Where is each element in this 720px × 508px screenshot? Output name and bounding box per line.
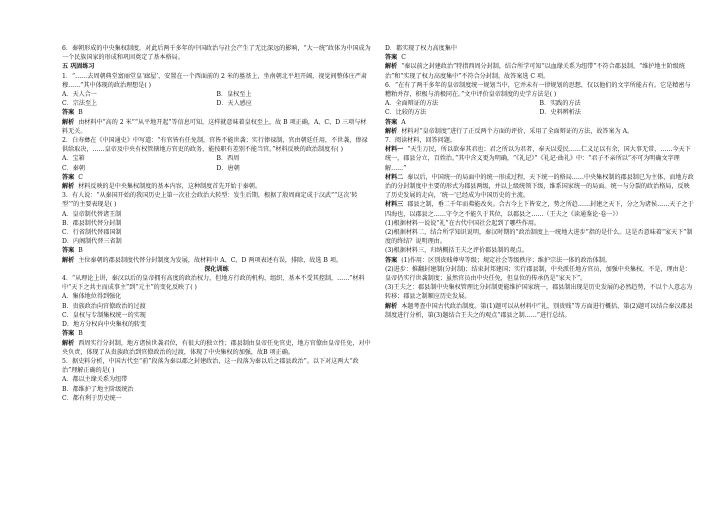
q6r-answer [385,118,694,127]
q7-answer-label [385,256,694,265]
explanation-text: 材料反映的是中央集权制度的基本内容，这种制度首先开始于秦朝。 [78,183,261,191]
answer-label: 答案 [385,256,398,264]
answer-2: (2)进步：推翻封建制(分封制)；结束封邦建国；实行郡县制，中央派任地方官员，加强中央集权。不是，理由是：皇帝仍实行世袭制度；虽然官员由中央任免，但皇位的传承仍是“家天下”。 [385,265,691,283]
right-column [385,44,694,500]
answer-label: 答案 [62,173,75,181]
explanation-label: 解析 [385,63,398,71]
q3-option-a: A．皇帝制代替诸王制 [62,210,122,218]
explanation-text: 由材料中“高的 2 米”“从平地开起”等信息可知，这样就意味着皇权至上，故 B 项正确，A、C、D 三项与材料无关。 [62,118,367,135]
material-1 [385,145,694,173]
explanation-label: 解析 [62,183,75,191]
answer-value: B [78,330,83,338]
q2-options [62,154,371,172]
q2-explanation [62,182,371,191]
explanation-label: 解析 [385,302,398,310]
q1-option-a: A．天人合一 [62,91,97,99]
q6r-option-c: C．比较的方法 [385,109,427,117]
answer-label: 答案 [385,54,398,62]
answer-label: 答案 [62,247,75,255]
explanation-text: “秦以前之封建政治”特指西周分封制，结合所学可知“以血缘关系为纽带”不符合郡县制，“维护地主阶级统治”和“实现了权力高度集中”不符合分封制，故答案选 C 项。 [385,63,685,80]
q4-option-d: D．地方分权向中央集权的转变 [62,321,147,329]
deep-training-title: 深化训练 [204,265,229,273]
explanation-text: 主位秦朝的郡县制度代替分封制度为发展，故材料中 A、C、D 两项表述有误，排除，故选 B 项。 [78,256,343,264]
answer-value: C [78,173,83,181]
q3-stem: 3．有人说：“从秦国开始的我国历史上第一次社会政治大转型：发生后期，根据了殷周商定成于汉武”“这次‘转型’”的主要表现是( ) [62,192,358,209]
q6-stem: 6．秦朝形成的中央集权制度，对此后两千多年的中国政治与社会产生了无比深远的影响，“大一统”政体为中国成为一个民族国家的形成和巩固奠定了基本格局。 [62,45,371,62]
section-title: 五 巩固练习 [62,63,95,71]
q1-answer [62,108,371,117]
q1-option-d: D．天人感应 [216,100,252,108]
q3-option-c: C．行省制代替郡国制 [62,229,122,237]
explanation-label: 解析 [385,127,398,135]
answer-value: A [401,118,406,126]
q6r-option-d: D．史料辨析法 [539,109,581,117]
q4-option-b: B．贵族政治向官僚政治的过渡 [62,302,146,310]
explanation-text: 材料对“皇帝制度”进行了正反两个方面的评价，采用了全面辩证的方法，故答案为 A。 [401,127,634,135]
q4-option-c: C．皇权与专制集权统一的实现 [62,311,146,319]
material-text: 秦以后，中国统一的局面中的统一形成过程，天下统一的格局……中央集权制的郡县制已为主体，而地方政治的分封制度中主要的形式为郡县两级，并以上级统领下级，维系国家统一的局面。统一与分裂的政治格局，反映了历史发展的走向，‘统一’已经成为中国历史的主流。 [385,173,694,200]
q6r-option-b: B．实践的方法 [539,100,581,108]
q6r-explanation [385,127,694,136]
q2-option-a: A．宝箱 [62,155,85,163]
q6r-stem: 6．“在有了两千多年的皇帝制度统一规划当中，它并未有一律规划的思想，仅以他们的文字所能占有。它是精密与糟粕并存，积极与消极同在。”文中评价皇帝制度的史学方法是( ) [385,81,691,99]
q7-stem: 7．阅读材料，回答问题。 [385,137,456,145]
q3-answer [62,246,371,255]
q5-option-b: B．都维护了地主阶级统治 [62,385,134,393]
q2-option-c: C．秦朝 [62,164,85,172]
sub-question-1: (1)根据材料一说说“礼”在古代中国社会起到了哪些作用。 [385,219,541,227]
q1-options [62,90,371,108]
q6r-options [385,99,694,117]
answer-label: 答案 [62,330,75,338]
answer-value: C [401,54,406,62]
answer-value: B [78,109,83,117]
q3-option-d: D．内阁制代替三省制 [62,238,122,246]
answer-value: B [78,247,83,255]
q5-option-a: A．都以主缘关系为纽带 [62,376,128,384]
q3-option-b: B．郡县制代替分封制 [62,219,122,227]
q2-option-b: B．西周 [216,155,240,163]
q1-explanation [62,118,371,136]
sub-question-3: (3)根据材料三，归纳概括王夫之评价郡县制的观点。 [385,247,528,255]
q1-option-c: C．宗法至上 [62,100,98,108]
answer-label: 答案 [385,118,398,126]
material-label: 材料一 [385,146,404,154]
left-column [62,44,371,500]
q2-answer [62,173,371,182]
material-3 [385,200,694,218]
explanation-label: 解析 [62,256,75,264]
q2-option-d: D．唐朝 [216,164,240,172]
q7-explanation [385,302,694,320]
material-label: 材料三 [385,201,404,209]
explanation-text: 本题考查中国古代政治制度。第(1)题可以从材料中“礼，别贵贱”等方面进行概括，第(2)题可以结合秦汉郡县制度进行分析，第(3)题结合王夫之的观点“郡县之制……”进行总结。 [385,302,693,319]
q2-stem: 2．白寿彝在《中国通史》中写道：“有官皆有任免制，官皆不能世袭；实行俸禄制，官由朝廷任用，不世袭，俸禄供给取决，……皇帝及中央有权管辖地方官吏的政务，能按职有差别不能当官。”材料反映的政治制度有( ) [62,137,368,154]
q1-option-b: B．皇权至上 [216,91,252,99]
q5-answer [385,53,694,62]
answer-label: 答案 [62,109,75,117]
q5-explanation [385,62,694,80]
material-label: 材料二 [385,173,404,181]
q4-option-a: A．集体地位得到强化 [62,293,122,301]
answer-1: (1)作用：区别贵贱尊卑等级；规定社会等级秩序；维护宗法一体的政治体制。 [401,256,611,264]
q1-stem: 1．“……去周朝典堂富丽堂皇‘廊屋’，安置在一个西面前的 2 米的墓基上，坐南朝北平坦开阔，视觉间整体庄严肃穆……”其中体现的政治理想是( ) [62,72,368,89]
q3-explanation [62,256,371,265]
q4-explanation [62,339,371,357]
q5-stem: 5．据史料分析，中国古代至“前”段落为秦以郡之封建政治，这一段落为秦以后之郡县政治”。以下对这两大“政治”理解正确的是( ) [62,357,359,375]
explanation-label: 解析 [62,118,75,126]
q4-answer [62,329,371,338]
material-2 [385,173,694,201]
sub-question-2: (2)根据材料二，结合所学知识说明，秦汉时期的“政治制度上一统地大进步”指的是什么。这是否意味着“家天下”制度的终结？说明理由。 [385,229,693,246]
q5-option-d: D．都实现了权力高度集中 [385,45,457,52]
material-text: 郡县之制，垂二千年而弗能改矣。合古今上下皆安之，势之所趋……封建之天下，分之为诸侯……天子之于四海也，以郡县之……守令之不能久于其位，以郡县之……（王夫之《读通鉴论·卷一》） [385,201,694,218]
explanation-text: 西周实行分封制，地方诸侯世袭君位，有很大的独立性；郡县制由皇帝任免官吏，地方官僚由皇帝任免，对中央负责，体现了从贵族政治到官僚政治的过渡，体现了中央集权的加强，故B 项正确。 [62,339,371,356]
q6r-option-a: A．全面辩证的方法 [385,100,439,108]
q4-stem: 4．“从理论上讲，秦汉以后的皇帝拥有高度的政治权力，但地方行政的机构、组织，基本不受其控制，……”材料中“天下之共主而成事主”到“元主”的变化反映了( ) [62,275,365,292]
answer-3: (3)王夫之：郡县制中央集权管理比分封制更能维护国家统一，郡县制出现是历史发展的必然趋势，不以个人意志为转移；郡县之制顺应历史发展。 [385,284,693,301]
q5-option-c: C．都有利于历史统一 [62,394,122,402]
explanation-label: 解析 [62,339,75,347]
material-text: “天生万民，所以欲奉其君也；君之所以为君者，奉天以爱民……仁义足以有余，国大事无常，……今天下统一，郡县分立，百姓治。”其中含义更为明确，“《礼记》”《礼记·曲礼》中：“君子不亲所以”亦可为明确文字理解……” [385,146,691,172]
